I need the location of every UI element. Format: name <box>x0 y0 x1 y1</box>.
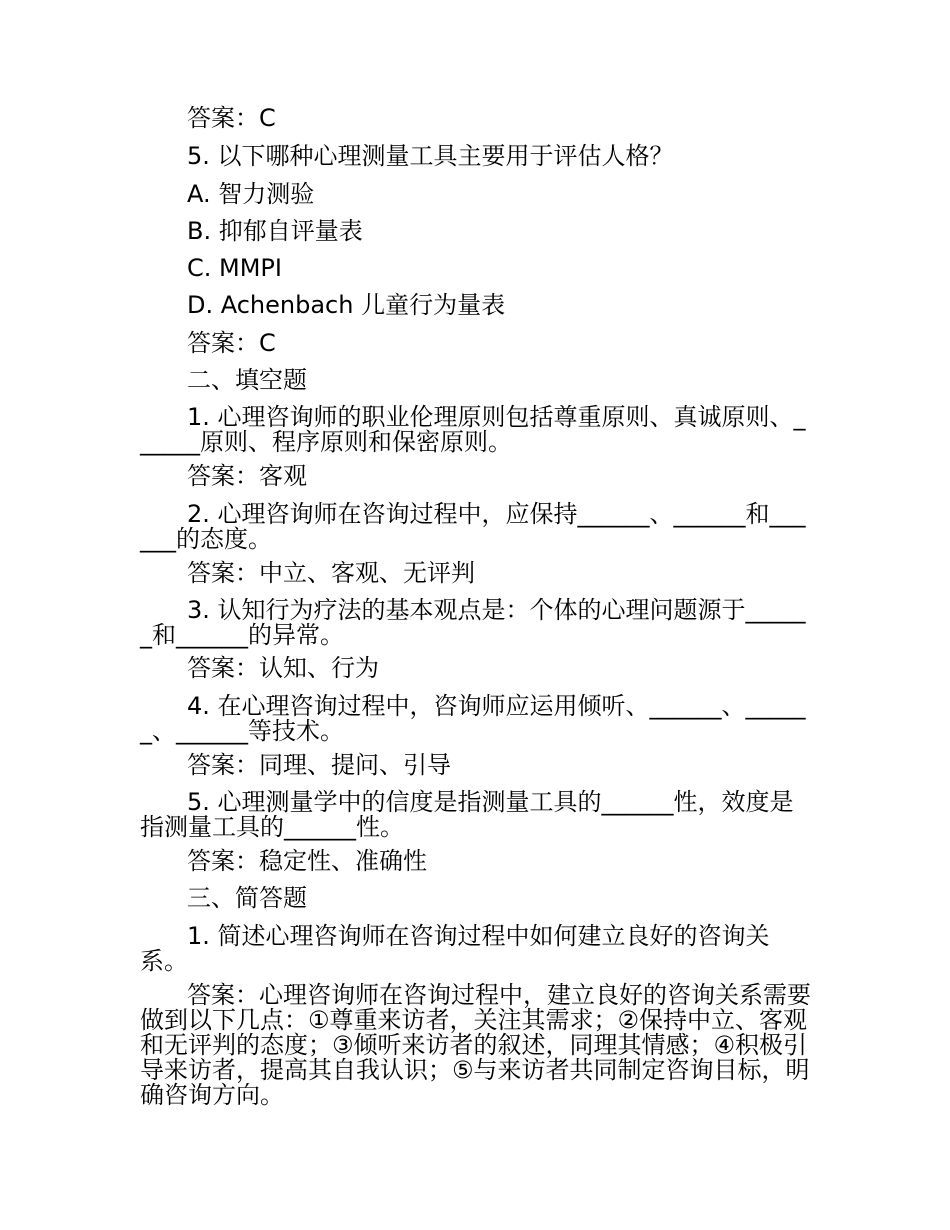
answer-line: 答案：认知、行为 <box>187 654 379 682</box>
answer-paragraph: 答案：心理咨询师在咨询过程中，建立良好的咨询关系需要做到以下几点：①尊重来访者，关注其需求；②保持中立、客观和无评判的态度；③倾听来访者的叙述，同理其情感；④积极引导来访者，提高其自我认识；⑤与来访者共同制定咨询目标，明确咨询方向。 <box>140 981 811 1109</box>
option-line: C. MMPI <box>187 254 282 282</box>
option-line: A. 智力测验 <box>187 180 315 208</box>
question-text: 1. 心理咨询师的职业伦理原则包括尊重原则、真诚原则、______原则、程序原则和保密原则。 <box>140 403 806 456</box>
question-text: 1. 简述心理咨询师在咨询过程中如何建立良好的咨询关系。 <box>140 922 770 975</box>
answer-line: 答案：同理、提问、引导 <box>187 751 451 779</box>
question-text: 3. 认知行为疗法的基本观点是：个体的心理问题源于______和______的异常。 <box>140 596 806 649</box>
answer-line: 答案：稳定性、准确性 <box>187 847 427 875</box>
answer-line: 答案：C <box>187 329 276 357</box>
question-text: 2. 心理咨询师在咨询过程中，应保持______、______和______的态度。 <box>140 500 806 553</box>
question-text: 5. 心理测量学中的信度是指测量工具的______性，效度是指测量工具的______性。 <box>140 788 794 841</box>
question-text: 4. 在心理咨询过程中，咨询师应运用倾听、______、______、______等技术。 <box>140 692 806 745</box>
section-heading: 二、填空题 <box>187 366 307 394</box>
option-line: B. 抑郁自评量表 <box>187 217 363 245</box>
option-line: D. Achenbach 儿童行为量表 <box>187 291 506 319</box>
question-text: 5. 以下哪种心理测量工具主要用于评估人格？ <box>187 142 674 170</box>
answer-line: 答案：客观 <box>187 462 307 490</box>
answer-line: 答案：中立、客观、无评判 <box>187 559 475 587</box>
section-heading: 三、简答题 <box>187 884 307 912</box>
answer-line: 答案：C <box>187 104 276 132</box>
